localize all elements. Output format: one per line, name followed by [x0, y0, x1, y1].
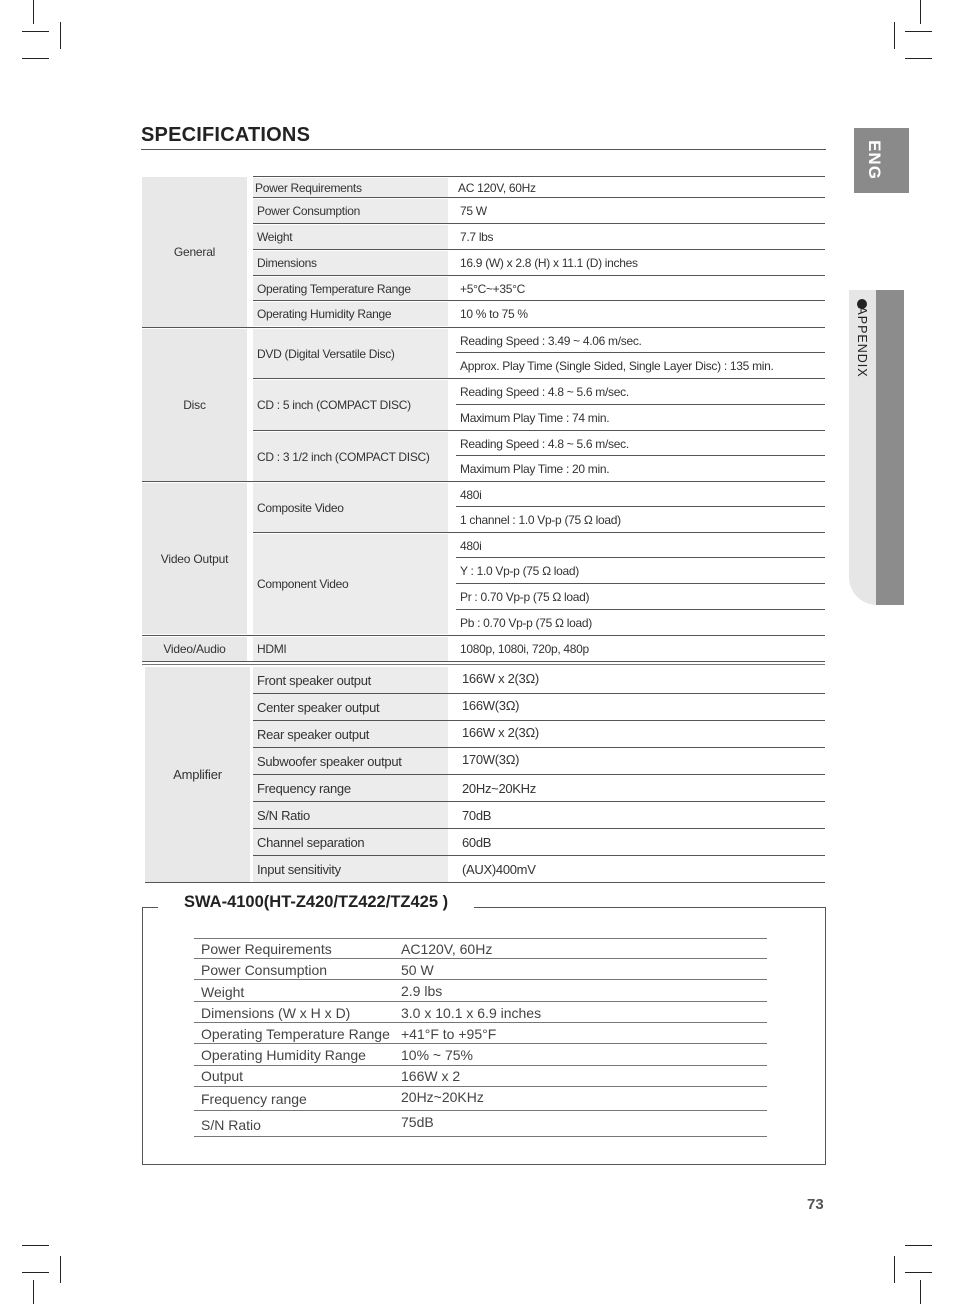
- spec-label: Channel separation: [253, 829, 448, 856]
- spec-value: 166W(3Ω): [462, 697, 520, 713]
- spec-label: Power Requirements: [201, 941, 332, 957]
- spec-value: Y : 1.0 Vp-p (75 Ω load): [460, 564, 579, 578]
- spec-label: Frequency range: [253, 775, 448, 802]
- spec-label: Output: [201, 1068, 244, 1084]
- spec-label: Input sensitivity: [253, 856, 448, 883]
- spec-label: Weight: [253, 225, 448, 249]
- spec-value: 2.9 lbs: [401, 983, 443, 999]
- spec-label: Operating Humidity Range: [201, 1047, 366, 1063]
- spec-label: Component Video: [253, 534, 448, 634]
- spec-value: 7.7 lbs: [460, 230, 494, 244]
- spec-value: AC 120V, 60Hz: [458, 180, 536, 195]
- spec-label: Rear speaker output: [253, 721, 448, 748]
- subwoofer-title: SWA-4100(HT-Z420/TZ422/TZ425 ): [158, 893, 474, 912]
- spec-value: 20Hz~20KHz: [462, 780, 536, 796]
- spec-label: Front speaker output: [253, 667, 448, 693]
- spec-label: Subwoofer speaker output: [253, 748, 448, 775]
- spec-value: Reading Speed : 3.49 ~ 4.06 m/sec.: [460, 333, 642, 348]
- section-tab-label: APPENDIX: [855, 306, 869, 378]
- spec-value: Pr : 0.70 Vp-p (75 Ω load): [460, 590, 590, 604]
- spec-value: +5°C~+35°C: [460, 281, 525, 296]
- spec-label: CD : 5 inch (COMPACT DISC): [253, 380, 448, 430]
- spec-label: Composite Video: [253, 483, 448, 532]
- spec-label: HDMI: [253, 637, 448, 661]
- spec-value: 166W x 2(3Ω): [462, 724, 539, 740]
- category-amplifier: Amplifier: [145, 667, 250, 882]
- spec-value: 70dB: [462, 808, 492, 823]
- spec-label: Power Consumption: [201, 962, 328, 978]
- spec-value: 75 W: [460, 204, 487, 218]
- spec-value: 10 % to 75 %: [460, 307, 528, 321]
- spec-label: CD : 3 1/2 inch (COMPACT DISC): [253, 432, 448, 481]
- spec-label: Dimensions: [253, 251, 448, 275]
- spec-value: Maximum Play Time : 20 min.: [460, 462, 610, 476]
- spec-value: 60dB: [462, 835, 492, 850]
- spec-value: 10% ~ 75%: [401, 1047, 473, 1063]
- spec-value: Reading Speed : 4.8 ~ 5.6 m/sec.: [460, 385, 629, 399]
- spec-value: 75dB: [401, 1114, 434, 1130]
- spec-value: 1 channel : 1.0 Vp-p (75 Ω load): [460, 513, 621, 527]
- spec-label: Center speaker output: [253, 694, 448, 720]
- spec-label: Power Requirements: [253, 178, 448, 197]
- spec-label: Operating Humidity Range: [253, 302, 448, 326]
- spec-value: 16.9 (W) x 2.8 (H) x 11.1 (D) inches: [460, 256, 638, 270]
- page-number: 73: [807, 1196, 824, 1213]
- spec-label: Power Consumption: [253, 199, 448, 223]
- spec-value: +41°F to +95°F: [401, 1026, 497, 1042]
- spec-label: DVD (Digital Versatile Disc): [253, 329, 448, 378]
- spec-value: AC120V, 60Hz: [401, 941, 493, 957]
- spec-value: 480i: [460, 487, 482, 502]
- category-video-output: Video Output: [142, 483, 247, 634]
- spec-label: Operating Temperature Range: [201, 1026, 390, 1042]
- spec-value: Approx. Play Time (Single Sided, Single Layer Disc) : 135 min.: [460, 359, 774, 373]
- spec-value: 480i: [460, 538, 482, 553]
- spec-value: 170W(3Ω): [462, 751, 520, 767]
- spec-value: Pb : 0.70 Vp-p (75 Ω load): [460, 615, 592, 630]
- spec-label: S/N Ratio: [201, 1117, 261, 1133]
- spec-label: S/N Ratio: [253, 802, 448, 829]
- spec-label: Frequency range: [201, 1091, 307, 1107]
- category-disc: Disc: [142, 329, 247, 481]
- section-tab-bar: [876, 290, 904, 605]
- title-rule: [141, 149, 826, 150]
- spec-value: 3.0 x 10.1 x 6.9 inches: [401, 1005, 542, 1021]
- spec-value: 1080p, 1080i, 720p, 480p: [460, 642, 589, 656]
- spec-value: Reading Speed : 4.8 ~ 5.6 m/sec.: [460, 436, 629, 451]
- spec-value: 166W x 2: [401, 1068, 461, 1084]
- page-title: SPECIFICATIONS: [141, 124, 311, 146]
- spec-label: Dimensions (W x H x D): [201, 1005, 351, 1021]
- spec-value: (AUX)400mV: [462, 862, 536, 877]
- spec-value: 20Hz~20KHz: [401, 1089, 484, 1105]
- spec-value: 166W x 2(3Ω): [462, 670, 539, 686]
- category-video-audio: Video/Audio: [142, 637, 247, 661]
- language-tab-label: ENG: [865, 140, 884, 180]
- spec-label: Operating Temperature Range: [253, 277, 448, 300]
- spec-label: Weight: [201, 984, 245, 1000]
- spec-value: 50 W: [401, 962, 434, 978]
- category-general: General: [142, 177, 247, 327]
- spec-value: Maximum Play Time : 74 min.: [460, 410, 610, 425]
